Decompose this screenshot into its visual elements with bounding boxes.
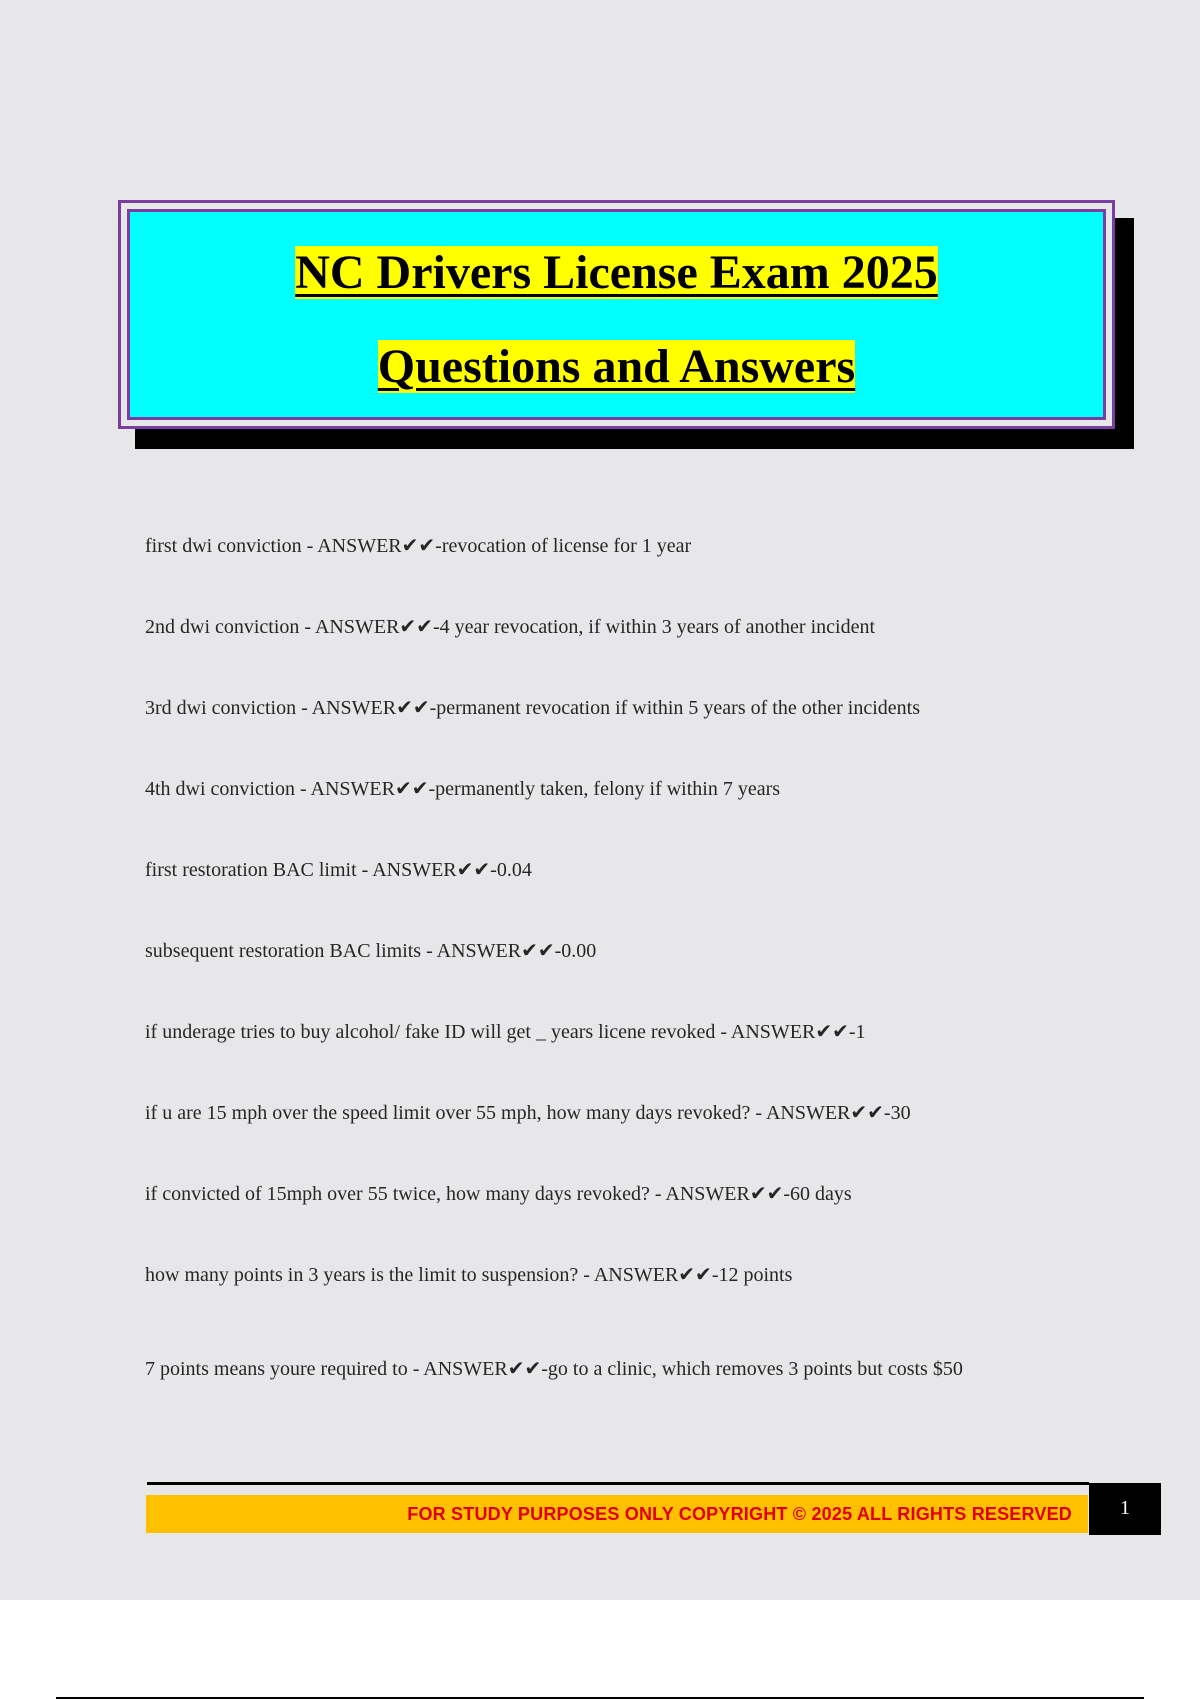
qa-item: if u are 15 mph over the speed limit over 55 mph, how many days revoked? - ANSWER✔✔-30 <box>145 1102 911 1124</box>
qa-item: first restoration BAC limit - ANSWER✔✔-0.04 <box>145 859 532 881</box>
qa-item: first dwi conviction - ANSWER✔✔-revocation of license for 1 year <box>145 535 692 557</box>
qa-item: 7 points means youre required to - ANSWER✔✔-go to a clinic, which removes 3 points but costs $50 <box>145 1358 963 1380</box>
title-text-1: NC Drivers License Exam 2025 <box>295 246 938 299</box>
page-number-box <box>1089 1483 1161 1535</box>
title-box-inner <box>127 209 1106 420</box>
qa-item: 3rd dwi conviction - ANSWER✔✔-permanent revocation if within 5 years of the other incidents <box>145 697 920 719</box>
qa-item: how many points in 3 years is the limit to suspension? - ANSWER✔✔-12 points <box>145 1264 793 1286</box>
qa-item: 4th dwi conviction - ANSWER✔✔-permanently taken, felony if within 7 years <box>145 778 781 800</box>
title-line-2 <box>130 320 1103 414</box>
footer-bar <box>146 1495 1088 1533</box>
title-text-2: Questions and Answers <box>377 340 856 393</box>
qa-item: if convicted of 15mph over 55 twice, how many days revoked? - ANSWER✔✔-60 days <box>145 1183 852 1205</box>
qa-item: 2nd dwi conviction - ANSWER✔✔-4 year revocation, if within 3 years of another incident <box>145 616 875 638</box>
title-line-1 <box>130 226 1103 320</box>
qa-item: subsequent restoration BAC limits - ANSWER✔✔-0.00 <box>145 940 597 962</box>
title-box <box>118 200 1115 429</box>
qa-item: if underage tries to buy alcohol/ fake ID will get _ years licene revoked - ANSWER✔✔-1 <box>145 1021 866 1043</box>
footer-rule <box>147 1482 1089 1485</box>
copyright-notice: FOR STUDY PURPOSES ONLY COPYRIGHT © 2025 ALL RIGHTS RESERVED <box>407 1504 1072 1524</box>
page-number: 1 <box>1120 1497 1130 1519</box>
next-page-rule <box>56 1697 1144 1699</box>
qa-list <box>145 530 1075 1460</box>
